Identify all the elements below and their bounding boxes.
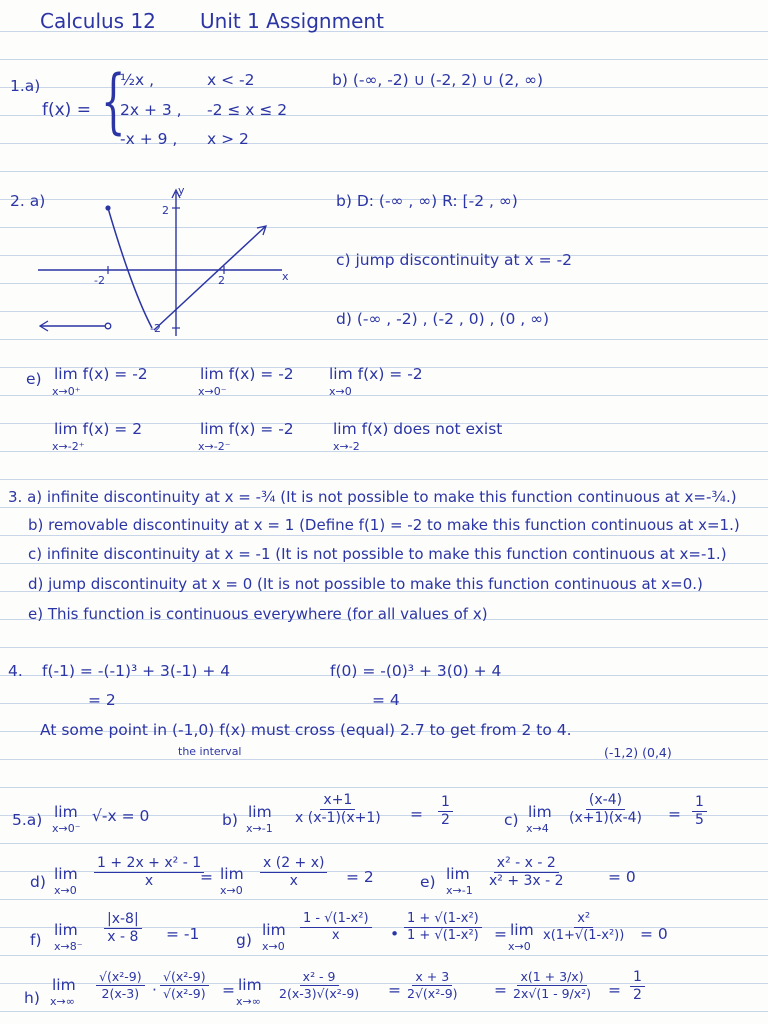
q5c-numerator: (x-4) <box>586 793 625 810</box>
q5h-numerator2: √(x²-9) <box>160 970 209 986</box>
q5h-numerator5: x(1 + 3/x) <box>517 970 586 986</box>
limit-2: lim f(x) = -2 <box>200 365 294 383</box>
q5h-denominator3: 2(x-3)√(x²-9) <box>279 985 360 1001</box>
q5h-numerator3: x² - 9 <box>300 970 339 986</box>
q1-piece-1-cond: x < -2 <box>207 71 255 89</box>
q5h-equals2: = <box>388 981 401 999</box>
q5e-label: e) <box>420 873 436 891</box>
q5c-fraction <box>566 793 645 827</box>
limit-3-sub: x→0 <box>329 385 352 398</box>
q5h-lim: lim <box>52 976 76 994</box>
q5f-denominator: x - 8 <box>107 929 139 946</box>
q5c-result-den: 5 <box>695 812 704 829</box>
q5h-denominator2: √(x²-9) <box>163 985 206 1001</box>
q5d-sub: x→0 <box>54 884 77 897</box>
q1-fx: f(x) = <box>42 100 91 120</box>
q2e-label: e) <box>26 370 42 388</box>
q1-piece-2-cond: -2 ≤ x ≤ 2 <box>207 101 288 119</box>
q5d-result: = 2 <box>346 868 374 886</box>
q4-f-0-value: = 4 <box>372 691 400 709</box>
q5h-numerator4: x + 3 <box>412 970 452 986</box>
q5d-denominator: x <box>144 873 154 890</box>
q5g-result: = 0 <box>640 925 668 943</box>
parabola-piece <box>108 208 152 328</box>
q5h-label: h) <box>24 989 40 1007</box>
y-label: y <box>178 184 185 197</box>
q3d: d) jump discontinuity at x = 0 (It is not possible to make this function continuous at x=0.) <box>28 575 703 593</box>
q5h-denominator5: 2x√(1 - 9/x²) <box>513 985 592 1001</box>
q5h-sub2: x→∞ <box>236 995 261 1008</box>
q5g-numerator: 1 - √(1-x²) <box>300 912 372 928</box>
q1a-label: 1.a) <box>10 77 41 95</box>
q1-piece-1-expr: ½x , <box>120 71 155 89</box>
limit-6: lim f(x) does not exist <box>333 420 503 438</box>
q5g-lim2: lim <box>510 921 534 939</box>
q5g-equals: = <box>494 925 507 943</box>
q5b-sub: x→-1 <box>246 822 273 835</box>
course-title: Calculus 12 <box>40 9 156 33</box>
q5h-fraction5 <box>510 970 594 1001</box>
q5b-lim: lim <box>248 803 272 821</box>
q5f-sub: x→8⁻ <box>54 940 83 953</box>
q5f-lim: lim <box>54 921 78 939</box>
q5g-fraction2 <box>404 912 482 944</box>
q5f-fraction <box>104 912 142 946</box>
q5g-denominator3: x(1+√(1-x²)) <box>543 928 625 944</box>
q1-piece-2-expr: 2x + 3 , <box>120 101 182 119</box>
limit-5: lim f(x) = -2 <box>200 420 294 438</box>
q5g-numerator3: x² <box>574 912 593 928</box>
q5h-result-num: 1 <box>630 970 645 987</box>
q5f-numerator: |x-8| <box>104 912 142 929</box>
q5d-fraction2 <box>260 856 327 890</box>
q3b: b) removable discontinuity at x = 1 (Define f(1) = -2 to make this function continuous at x=1.) <box>28 516 740 534</box>
q3e: e) This function is continuous everywhere (for all values of x) <box>28 605 488 623</box>
y-tick-2: 2 <box>162 204 169 217</box>
q5g-sub2: x→0 <box>508 940 531 953</box>
limit-1-sub: x→0⁺ <box>52 385 81 398</box>
q5h-fraction <box>96 970 145 1001</box>
q5a-sub: x→0⁻ <box>52 822 81 835</box>
q5h-fraction4 <box>404 970 461 1001</box>
q5b-equals: = <box>410 805 423 823</box>
q5h-equals: = <box>222 981 235 999</box>
q5d-lim2: lim <box>220 865 244 883</box>
q5h-denominator4: 2√(x²-9) <box>407 985 458 1001</box>
q2c-answer: c) jump discontinuity at x = -2 <box>336 251 573 269</box>
q5e-numerator: x² - x - 2 <box>494 856 559 873</box>
q5b-label: b) <box>222 811 238 829</box>
q5c-result-num: 1 <box>692 795 707 812</box>
limit-4-sub: x→-2⁺ <box>52 440 85 453</box>
x-label: x <box>282 270 289 283</box>
q5b-fraction <box>292 793 384 827</box>
limit-1: lim f(x) = -2 <box>54 365 148 383</box>
q4-f-neg1: f(-1) = -(-1)³ + 3(-1) + 4 <box>42 662 231 680</box>
q5g-fraction3 <box>540 912 627 944</box>
q5e-fraction <box>486 856 567 890</box>
q5d-label: d) <box>30 873 46 891</box>
limit-4: lim f(x) = 2 <box>54 420 143 438</box>
q5g-label: g) <box>236 931 252 949</box>
q5c-denominator: (x+1)(x-4) <box>569 810 643 827</box>
limit-6-sub: x→-2 <box>333 440 360 453</box>
q5f-label: f) <box>30 931 42 949</box>
q5d-lim: lim <box>54 865 78 883</box>
q5e-lim: lim <box>446 865 470 883</box>
q5h-result <box>630 970 645 1004</box>
q5d-fraction <box>94 856 204 890</box>
q1-brace: { <box>101 60 126 142</box>
q5e-result: = 0 <box>608 868 636 886</box>
closed-point <box>105 205 110 210</box>
q5d-sub2: x→0 <box>220 884 243 897</box>
q5b-result-den: 2 <box>441 812 450 829</box>
q5b-denominator: x (x-1)(x+1) <box>295 810 381 827</box>
assignment-title: Unit 1 Assignment <box>200 9 384 33</box>
q4-points: (-1,2) (0,4) <box>604 745 672 760</box>
q5d-denominator2: x <box>289 873 298 890</box>
q4-f-0: f(0) = -(0)³ + 3(0) + 4 <box>330 662 502 680</box>
q5h-equals3: = <box>494 981 507 999</box>
q5d-equals: = <box>200 868 213 886</box>
limit-3: lim f(x) = -2 <box>329 365 423 383</box>
q5c-lim: lim <box>528 803 552 821</box>
q5h-dot: · <box>152 981 157 999</box>
q5a-lim: lim <box>54 803 78 821</box>
q5g-denominator: x <box>331 928 340 944</box>
q5b-result-num: 1 <box>438 795 453 812</box>
q5e-denominator: x² + 3x - 2 <box>489 873 564 890</box>
q5g-sub: x→0 <box>262 940 285 953</box>
q5h-fraction3 <box>276 970 362 1001</box>
q5h-sub: x→∞ <box>50 995 75 1008</box>
q4-statement: At some point in (-1,0) f(x) must cross (equal) 2.7 to get from 2 to 4. <box>40 721 572 739</box>
limit-2-sub: x→0⁻ <box>198 385 227 398</box>
q2b-answer: b) D: (-∞ , ∞) R: [-2 , ∞) <box>336 192 518 210</box>
q5h-lim2: lim <box>238 976 262 994</box>
q3c: c) infinite discontinuity at x = -1 (It is not possible to make this function continuous at x=-1.) <box>28 545 727 563</box>
q5c-sub: x→4 <box>526 822 549 835</box>
q5h-numerator: √(x²-9) <box>96 970 145 986</box>
q5g-denominator2: 1 + √(1-x²) <box>407 928 479 944</box>
q5d-numerator2: x (2 + x) <box>260 856 327 873</box>
q5h-result-den: 2 <box>633 987 642 1004</box>
q2a-label: 2. a) <box>10 192 46 210</box>
q5h-fraction2 <box>160 970 209 1001</box>
q5c-label: c) <box>504 811 519 829</box>
q3a: 3. a) infinite discontinuity at x = -¾ (It is not possible to make this function continuous at x=-¾.) <box>8 488 737 506</box>
q5a-expr: √-x = 0 <box>92 807 150 825</box>
x-tick-2: 2 <box>218 274 225 287</box>
open-point <box>105 323 111 329</box>
q5c-equals: = <box>668 805 681 823</box>
q5a-label: 5.a) <box>12 811 43 829</box>
q5b-result <box>438 795 453 829</box>
q1-piece-3-expr: -x + 9 , <box>120 130 178 148</box>
q5g-dot: • <box>390 925 400 943</box>
q5h-denominator: 2(x-3) <box>101 985 140 1001</box>
q5d-numerator: 1 + 2x + x² - 1 <box>94 856 204 873</box>
x-tick-neg2: -2 <box>94 274 105 287</box>
q5b-numerator: x+1 <box>320 793 355 810</box>
q5c-result <box>692 795 707 829</box>
q4-interval-note: the interval <box>178 745 242 758</box>
q4-label: 4. <box>8 662 23 680</box>
q2d-answer: d) (-∞ , -2) , (-2 , 0) , (0 , ∞) <box>336 310 550 328</box>
q5g-numerator2: 1 + √(1-x²) <box>404 912 482 928</box>
q5f-result: = -1 <box>166 925 200 943</box>
limit-5-sub: x→-2⁻ <box>198 440 231 453</box>
q2-graph <box>0 180 300 340</box>
q5h-equals4: = <box>608 981 621 999</box>
q1b-answer: b) (-∞, -2) ∪ (-2, 2) ∪ (2, ∞) <box>332 71 544 89</box>
q1-piece-3-cond: x > 2 <box>207 130 249 148</box>
q4-f-neg1-value: = 2 <box>88 691 116 709</box>
q5g-lim: lim <box>262 921 286 939</box>
y-tick-neg2: -2 <box>150 322 161 335</box>
q5g-fraction <box>300 912 372 944</box>
q5e-sub: x→-1 <box>446 884 473 897</box>
line-piece <box>154 226 266 330</box>
